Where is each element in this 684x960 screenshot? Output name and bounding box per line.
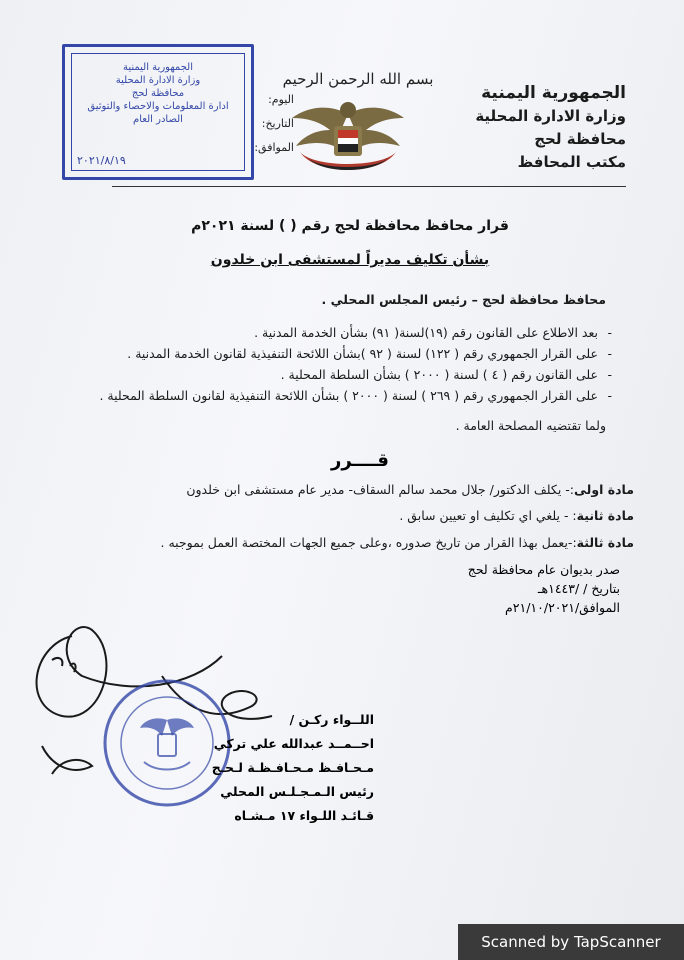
article-2-label: مادة ثانية — [576, 508, 634, 523]
stamp-number: ٢٠٢١/٨/١٩ — [77, 154, 126, 167]
decision-intro: محافظ محافظة لحج – رئيس المجلس المحلي . — [321, 292, 606, 307]
signatory-position-1: مـحـافـظ مـحـافـظـة لـحـج — [211, 760, 374, 775]
legal-references — [52, 322, 612, 406]
issuance-block — [380, 560, 620, 617]
signatory-name: احــمــد عبدالله علي تركي — [213, 736, 374, 751]
public-interest-line: ولما تقتضيه المصلحة العامة . — [455, 418, 606, 433]
list-item: - على القانون رقم ( ٤ ) لسنة ( ٢٠٠٠ ) بشأن السلطة المحلية . — [52, 364, 612, 385]
signatory-rank: اللــواء ركـن / — [289, 712, 374, 727]
article-1-text: :- يكلف الدكتور/ جلال محمد سالم السقاف- مدير عام مستشفى ابن خلدون — [186, 482, 575, 497]
issued-at: صدر بديوان عام محافظة لحج — [467, 562, 620, 577]
signatory-position-2: رئيس الـمـجـلـس المحلي — [220, 784, 374, 799]
stamp-line-1: الجمهورية اليمنية — [122, 62, 193, 73]
stamp-line-5: الصادر العام — [133, 114, 183, 125]
stamp-line-3: محافظة لحج — [131, 88, 185, 99]
scanner-watermark: Scanned by TapScanner — [458, 924, 684, 960]
decision-subject: بشأن تكليف مديراً لمستشفى ابن خلدون — [210, 252, 490, 268]
article-1-label: مادة اولى — [574, 482, 634, 497]
yemen-eagle-emblem-icon — [286, 96, 410, 188]
article-1 — [34, 482, 634, 497]
registry-stamp — [62, 44, 254, 180]
header-divider — [112, 186, 626, 187]
signatory-position-3: قـائـد اللـواء ١٧ مـشـاه — [234, 808, 374, 823]
stamp-line-2: وزارة الادارة المحلية — [115, 75, 201, 86]
article-3 — [34, 535, 634, 550]
day-label: اليوم: — [268, 93, 294, 106]
decision-title: قرار محافظ محافظة لحج رقم ( ) لسنة ٢٠٢١م — [191, 218, 509, 234]
article-2 — [34, 508, 634, 523]
ministry-name: وزارة الادارة المحلية — [475, 107, 626, 125]
corresponding-label: الموافق: — [254, 141, 294, 154]
list-item: - على القرار الجمهوري رقم ( ١٢٢) لسنة ( ٩٢ )بشأن اللائحة التنفيذية لقانون الخدمة المدنية . — [52, 343, 612, 364]
signatory-block — [154, 708, 374, 828]
letterhead-arabic — [446, 82, 626, 174]
list-item: - بعد الاطلاع على القانون رقم (١٩)لسنة( ٩١) بشأن الخدمة المدنية . — [52, 322, 612, 343]
office-name: مكتب المحافظ — [517, 153, 626, 171]
date-label: التاريخ: — [261, 117, 294, 130]
stamp-line-4: ادارة المعلومات والاحصاء والتوثيق — [87, 101, 229, 112]
governorate-name: محافظة لحج — [534, 130, 626, 148]
date-gregorian: الموافق/٢١/١٠/٢٠٢١م — [505, 600, 620, 615]
decides-heading: قــــرر — [331, 450, 389, 471]
date-hijri: بتاريخ / /١٤٤٣هـ — [537, 581, 620, 596]
basmala: بسم الله الرحمن الرحيم — [282, 70, 434, 88]
article-3-label: مادة ثالثة — [576, 535, 634, 550]
country-name: الجمهورية اليمنية — [481, 83, 626, 103]
list-item: - على القرار الجمهوري رقم ( ٢٦٩ ) لسنة ( ٢٠٠٠ ) بشأن اللائحة التنفيذية لقانون السلطة المحلية . — [52, 385, 612, 406]
article-2-text: : - يلغي اي تكليف او تعيين سابق . — [399, 508, 577, 523]
article-3-text: :-يعمل بهذا القرار من تاريخ صدوره ،وعلى جميع الجهات المختصة العمل بموجبه . — [160, 535, 577, 550]
